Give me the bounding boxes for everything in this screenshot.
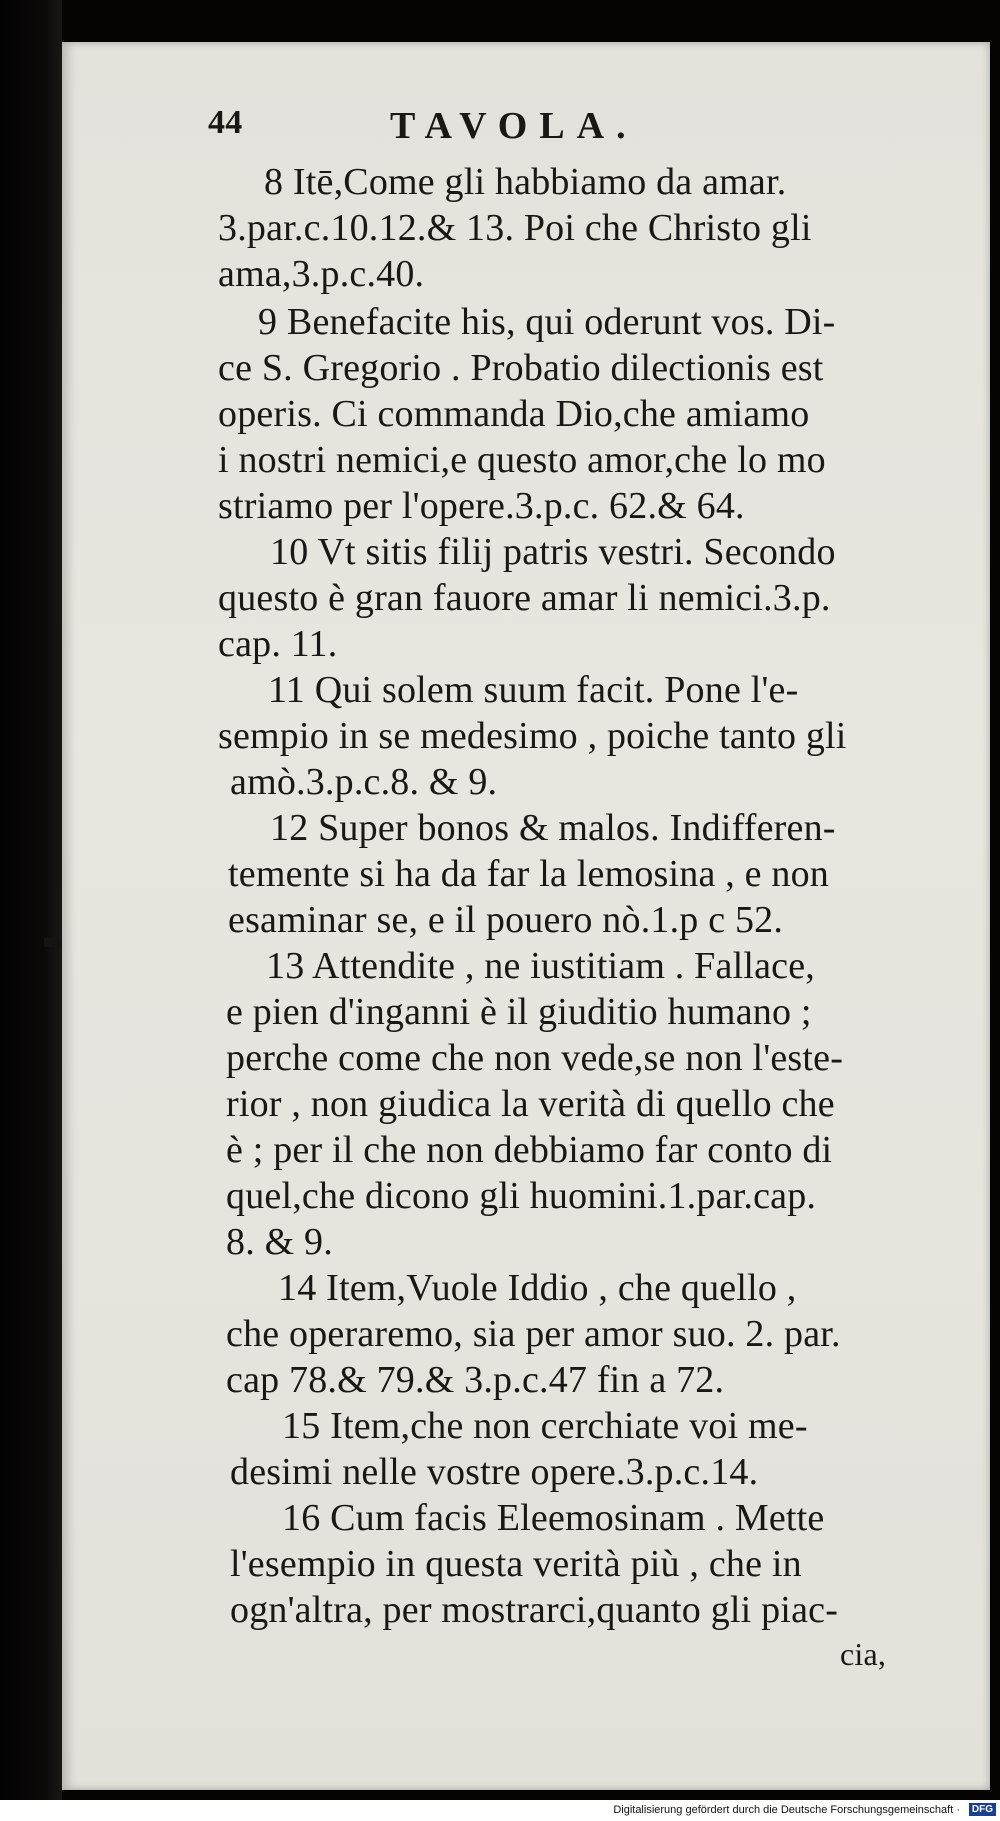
text-line: ce S. Gregorio . Probatio dilectionis est [218, 347, 824, 389]
text-line: perche come che non vede,se non l'este- [226, 1037, 844, 1079]
text-line: 10 Vt sitis filij patris vestri. Secondo [270, 531, 836, 573]
credit-text: Digitalisierung gefördert durch die Deutsche Forschungsgemeinschaft · [613, 1804, 960, 1816]
text-line: esaminar se, e il pouero nò.1.p c 52. [228, 899, 784, 941]
text-line: striamo per l'opere.3.p.c. 62.& 64. [218, 485, 745, 527]
text-line: 12 Super bonos & malos. Indifferen- [270, 807, 836, 849]
text-line: amò.3.p.c.8. & 9. [230, 761, 498, 803]
text-line: sempio in se medesimo , poiche tanto gli [218, 715, 847, 757]
text-line: questo è gran fauore amar li nemici.3.p. [218, 577, 831, 619]
text-line: temente si ha da far la lemosina , e non [228, 853, 830, 895]
text-line: rior , non giudica la verità di quello che [226, 1083, 835, 1125]
text-line: 3.par.c.10.12.& 13. Poi che Christo gli [218, 207, 812, 249]
text-line: cap 78.& 79.& 3.p.c.47 fin a 72. [226, 1359, 725, 1401]
text-line: 8. & 9. [226, 1221, 333, 1263]
text-line: che operaremo, sia per amor suo. 2. par. [226, 1313, 841, 1355]
text-line: operis. Ci commanda Dio,che amiamo [218, 393, 810, 435]
text-line: 8 Itē,Come gli habbiamo da amar. [264, 161, 787, 203]
text-line: cap. 11. [218, 623, 338, 665]
text-line: l'esempio in questa verità più , che in [230, 1543, 802, 1585]
text-line: i nostri nemici,e questo amor,che lo mo [218, 439, 826, 481]
text-line: quel,che dicono gli huomini.1.par.cap. [226, 1175, 817, 1217]
text-line: 11 Qui solem suum facit. Pone l'e- [268, 669, 799, 711]
text-line: è ; per il che non debbiamo far conto di [226, 1129, 833, 1171]
text-line: ogn'altra, per mostrarci,quanto gli piac- [230, 1589, 839, 1631]
dfg-logo: DFG [969, 1803, 996, 1816]
text-line: 14 Item,Vuole Iddio , che quello , [278, 1267, 797, 1309]
text-line: 15 Item,che non cerchiate voi me- [282, 1405, 808, 1447]
catchword: cia, [840, 1636, 887, 1672]
text-line: ama,3.p.c.40. [218, 253, 425, 295]
running-title: TAVOLA. [390, 105, 638, 147]
text-line: e pien d'inganni è il giuditio humano ; [226, 991, 812, 1033]
scan-dark-margin [0, 0, 62, 1821]
text-line: desimi nelle vostre opere.3.p.c.14. [230, 1451, 759, 1493]
folio-number: 44 [208, 104, 243, 141]
text-line: 16 Cum facis Eleemosinam . Mette [282, 1497, 825, 1539]
text-line: 13 Attendite , ne iustitiam . Fallace, [266, 945, 815, 987]
text-line: 9 Benefacite his, qui oderunt vos. Di- [258, 301, 836, 343]
